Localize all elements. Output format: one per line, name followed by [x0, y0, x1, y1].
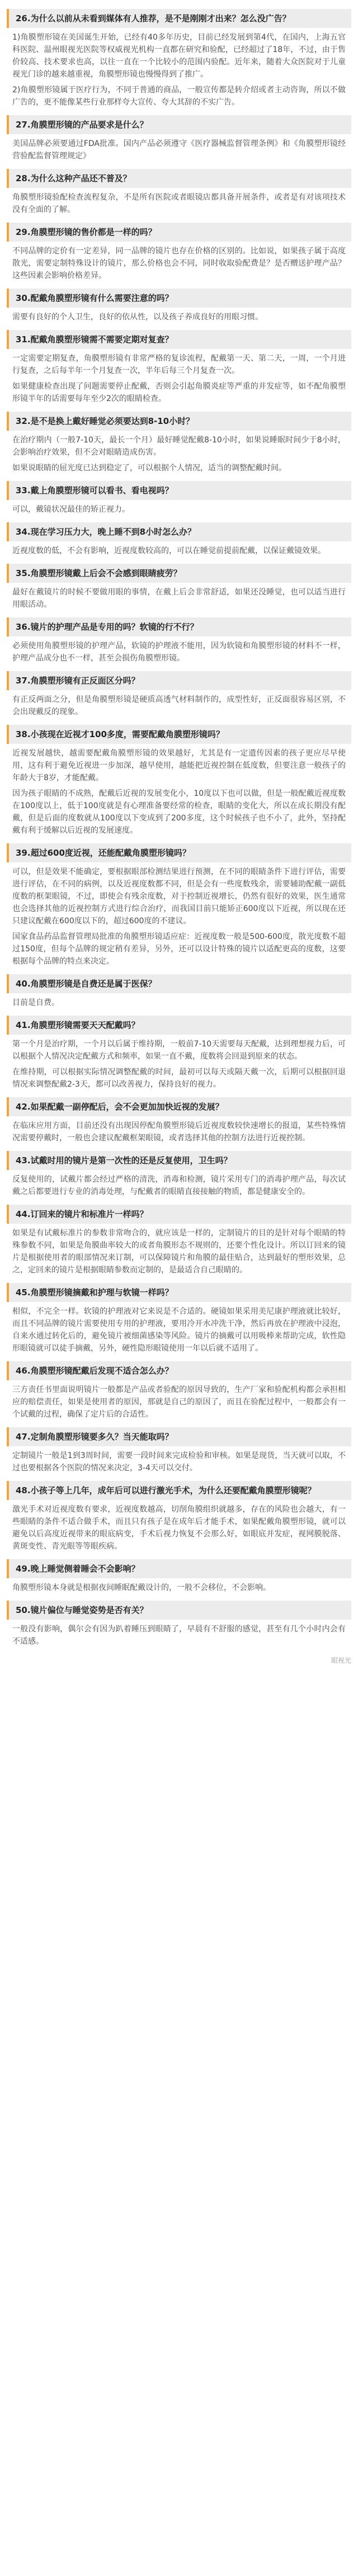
qa-section [0, 671, 358, 718]
answer-paragraph: 定制镜片一般是1到3周时间，需要一段时间来完成检验和审核。如果是现货，当天就可以取，不过也要根据各个医院的情况来决定，3-4天可以交付。 [12, 1451, 346, 1473]
answer-paragraph: 近视发展越快，越需要配戴角膜塑形镜的效果越好，尤其是有一定遗传因素的孩子更应尽早使用，这有利于避免近视进一步加深，越早使用，越能把近视控制在低度数，但要注意一般孩子的年龄大于8岁，才能配戴。 [12, 749, 346, 782]
qa-section [0, 412, 358, 474]
qa-section [0, 974, 358, 1009]
answer-paragraph: 国家食品药品监督管理局批准的角膜塑形镜适应症：近视度数一般是500-600度，散光度数不超过150度，但每个品牌的规定稍有差异，另外，还可以设计特殊的镜片以适配更高的度数，这要根据每个品牌的特点来决定。 [12, 932, 346, 966]
answer-body [7, 434, 351, 474]
answer-body [7, 31, 351, 108]
qa-section [0, 481, 358, 516]
answer-body [7, 1227, 351, 1276]
answer-body [7, 1120, 351, 1144]
answer-paragraph: 相似，不完全一样。软镜的护理液对它来说是不合适的。硬镜如果采用美尼康护理液就比较好，而且不同品牌的镜片需要使用专用的护理液，要用冷开水冲洗干净，然后再放在护理液中浸泡，自来水通过转化后的，避免镜片被细菌感染等风险。镜片的摘戴可以用吸棒来帮助完成，软性隐形眼镜就可以徒手摘戴，另外，硬性隐形眼镜使用一年以后就不适用了。 [12, 1307, 346, 1353]
question-heading: 45.角膜塑形镜摘戴和护理与软镜一样吗？ [7, 1283, 351, 1302]
answer-paragraph: 如果是有试戴标准片的参数非常吻合的，就应该是一样的，定制镜片的目的是针对每个眼睛的特殊参数不同，如果是角膜曲率较大的或者角膜形态不规则的，还要个性化设计。所以订回来的镜片是根据使用者的眼部情况来订制，可以保障镜片和角膜的最佳贴合，达到最好的塑形效果，总之，定回来的镜片是根据眼睛参数而定制的，是最适合自己眼睛的。 [12, 1229, 346, 1275]
qa-list [0, 9, 358, 1648]
question-heading: 26.为什么以前从未看到媒体有人推荐，是不是刚刚才出来？怎么没广告？ [7, 9, 351, 28]
question-heading: 36.镜片的护理产品是专用的吗？软镜的行不行？ [7, 617, 351, 636]
question-heading: 41.角膜塑形镜需要天天配戴吗？ [7, 1016, 351, 1035]
question-heading: 46.角膜塑形镜配戴后发现不适合怎么办？ [7, 1361, 351, 1380]
qa-section [0, 1427, 358, 1474]
qa-section [0, 564, 358, 611]
question-heading: 44.订回来的镜片和标准片一样吗？ [7, 1205, 351, 1224]
answer-paragraph: 角膜塑形镜验配检查流程复杂，不是所有医院或者眼镜店都具备开展条件，或者是有对该项技术没有全面的了解。 [12, 193, 346, 214]
answer-paragraph: 三方责任书里面说明镜片一般都是产品或者验配的原因导致的，生产厂家和验配机构都会承担相应的赔偿责任，如果是使用者的原因，那就是自己的原因了，而且在验配过程中，一般都会有一个试戴的过程，确保了定片后的合适性。 [12, 1385, 346, 1419]
qa-section [0, 725, 358, 837]
qa-section [0, 1481, 358, 1553]
answer-paragraph: 2)角膜塑形镜属于医疗行为，不同于普通的商品，一般宣传都是转介绍或者主动咨询，所以不做广告的，更不能像某些行业那样夸大宣传、夸大其辞的不实广告。 [12, 86, 346, 107]
answer-paragraph: 不同品牌的定价有一定差异，同一品牌的镜片也存在价格的区别的。比如说，如果孩子属于高度散光，需要定制特殊设计的镜片，那么价格也会不同，同时收取验配费是？是否赠送护理产品？这些因素会影响价格差异。 [12, 247, 346, 280]
qa-section [0, 289, 358, 323]
question-heading: 49.晚上睡觉侧着睡会不会影响？ [7, 1559, 351, 1578]
question-heading: 47.定制角膜塑形镜要多久？当天能取吗？ [7, 1427, 351, 1446]
answer-paragraph: 需要有良好的个人卫生，良好的依从性，以及孩子养成良好的用眼习惯。 [12, 313, 263, 322]
answer-body [7, 1623, 351, 1648]
qa-section [0, 1361, 358, 1421]
answer-body [7, 352, 351, 405]
answer-body [7, 997, 351, 1009]
question-heading: 31.配戴角膜塑形镜需不需要定期对复查？ [7, 330, 351, 349]
answer-body [7, 1582, 351, 1594]
answer-body [7, 503, 351, 516]
answer-paragraph: 因为孩子眼睛的不成熟，配戴后近视的发展变化小，10度以下也可以做，但是一般配戴近视度数在100度以上，低于100度就是有心理准备要经常的检查，眼睛的变化大，所以在成长期没有配戴，但是后面的度数就从100度以下变成到了200多度，这个时候孩子也不小了，此外，坚持配戴有利于缓解以后近视的发展速度。 [12, 789, 346, 835]
answer-body [7, 138, 351, 162]
qa-section [0, 1016, 358, 1091]
answer-paragraph: 激光手术对近视度数有要求，近视度数越高，切削角膜组织就越多，存在的风险也会越大，有一些眼睛的条件不适合做手术，而且只有孩子是在成年后才能手术，如果配戴角膜塑形镜，就可以避免以后高度近视带来的眼底病变，手术后视力恢复不会那么好，如眼底并发症，视网膜脱落、黄斑变性、青光眼等等眼疾病。 [12, 1505, 346, 1551]
answer-body [7, 1173, 351, 1198]
question-heading: 38.小孩现在近视才100多度，需要配戴角膜塑形镜吗？ [7, 725, 351, 744]
answer-body [7, 640, 351, 664]
answer-body [7, 586, 351, 611]
answer-body [7, 311, 351, 323]
question-heading: 43.试戴时用的镜片是第一次性的还是反复使用，卫生吗？ [7, 1151, 351, 1170]
question-heading: 37.角膜塑形镜有正反面区分吗？ [7, 671, 351, 690]
answer-paragraph: 如果说眼睛的屈光度已达到稳定了，可以根据个人情况，适当的调整配戴时间。 [12, 464, 286, 473]
answer-paragraph: 在维持期，可以根据实际情况调整配戴的时间，最初可以每天或隔天戴一次，后期可以根据回退情况来调整配戴2-3天，都可以改善视力，保持良好的视力。 [12, 1068, 346, 1089]
answer-body [7, 1384, 351, 1421]
question-heading: 27.角膜塑形镜的产品要求是什么？ [7, 115, 351, 134]
question-heading: 33.戴上角膜塑形镜可以看书、看电视吗？ [7, 481, 351, 500]
watermark [7, 1655, 351, 1665]
question-heading: 48.小孩子等上几年，成年后可以进行激光手术，为什么还要配戴角膜塑形镜呢？ [7, 1481, 351, 1500]
watermark-text: 眼视光 [331, 1657, 351, 1664]
qa-section [0, 9, 358, 108]
qa-section [0, 330, 358, 405]
answer-paragraph: 在临床应用方面，目前还没有出现因停配角膜塑形镜后近视度数较快速增长的报道，某些特殊情况需要停戴时，一般也会建议配戴框架眼镜，或者选择其他的控制方法进行近视控制。 [12, 1121, 346, 1143]
answer-body [7, 1038, 351, 1091]
qa-section [0, 1283, 358, 1355]
qa-section [0, 1151, 358, 1198]
question-heading: 28.为什么这种产品还不普及？ [7, 169, 351, 188]
answer-paragraph: 近视度数的低，不会有影响，近视度数较高的，可以在睡觉前提前配戴，以保证戴镜效果。 [12, 546, 326, 555]
qa-section [0, 617, 358, 664]
qa-section [0, 1601, 358, 1648]
answer-paragraph: 美国品牌必须要通过FDA批准。国内产品必须遵守《医疗器械监督管理条例》和《角膜塑形镜经营验配监督管理规定》 [12, 139, 346, 161]
question-heading: 29.角膜塑形镜的售价都是一样的吗？ [7, 223, 351, 242]
answer-paragraph: 必须使用角膜塑形镜的护理产品，软镜的护理液不能用，因为软镜和角膜塑形镜的材料不一样，护理产品成分也不一样，甚至会损伤角膜塑形镜。 [12, 641, 346, 663]
answer-paragraph: 可以，戴镜状况最佳的矫正视力。 [12, 505, 130, 514]
question-heading: 32.是不是换上戴好睡觉必须要达到8-10小时？ [7, 412, 351, 431]
qa-section [0, 843, 358, 968]
qa-section [0, 115, 358, 162]
answer-paragraph: 目前是自费。 [12, 998, 59, 1007]
question-heading: 42.如果配戴一副停配后，会不会更加加快近视的发展？ [7, 1097, 351, 1116]
answer-body [7, 866, 351, 968]
answer-paragraph: 可以，但是效果不能确定，要根据眼部检测结果进行预测，在不同的眼睛条件下进行评估，需要进行评估，在不同的病例，以及近视度数都不同，但是会有一些度数残余，需要辅助配戴一副低度数的框架眼镜，不过，即使会有残余度数，对于控制近视增长，仍然有很好的效果，医生通常也会选择其他的近视控制方式进行综合治疗，而我国目前只能矫正600度以下近视，所以现在还只建议配戴在600度以下的，超过600度的不建议。 [12, 867, 346, 926]
question-heading: 40.角膜塑形镜是自费还是属于医保？ [7, 974, 351, 993]
qa-section [0, 1097, 358, 1144]
qa-section [0, 223, 358, 282]
qa-section [0, 169, 358, 216]
qa-section [0, 1559, 358, 1594]
answer-body [7, 191, 351, 216]
answer-paragraph: 角膜塑形镜本身就是根据夜间睡眠配戴设计的，一般不会移位，不会影响。 [12, 1583, 271, 1592]
answer-body [7, 1503, 351, 1553]
qa-section [0, 522, 358, 557]
answer-body [7, 693, 351, 718]
answer-paragraph: 有正反两面之分，但是角膜塑形镜是硬质高透气材料制作的，成型性好，正反面很容易区别，不会出现戴反的现象。 [12, 695, 346, 716]
question-heading: 30.配戴角膜塑形镜有什么需要注意的吗？ [7, 289, 351, 308]
answer-paragraph: 在治疗期内（一般7-10天，最长一个月）最好睡觉配戴8-10小时，如果说睡眠时间少于8小时，会影响治疗效果，但不会对眼睛造成伤害。 [12, 436, 346, 457]
answer-body [7, 1305, 351, 1355]
answer-body [7, 747, 351, 837]
answer-body [7, 245, 351, 282]
answer-paragraph: 如果健康检查出现了问题需要停止配戴，否则会引起角膜炎症等严重的并发症等，如不配角膜塑形镜半年的话需要每年至少2次的眼睛检查。 [12, 382, 346, 403]
answer-paragraph: 最好在戴镜片的时候不要做用眼的事情，在戴上后会非常舒适，如果还没睡觉，也可以适当进行用眼活动。 [12, 588, 346, 609]
question-heading: 50.镜片偏位与睡觉姿势是否有关？ [7, 1601, 351, 1620]
answer-paragraph: 反复使用的，试戴片都会经过严格的清洗，消毒和检测，镜片采用专门的消毒护理产品，每次试戴之后都要进行专业的消毒处理，与配戴者的眼睛直接接触的物质，都是健康安全的。 [12, 1175, 346, 1196]
answer-paragraph: 1)角膜塑形镜在美国诞生开始，已经有40多年历史，目前已经发展到第4代，在国内，上海五官科医院、温州眼视光医院等权威视光机构一直都在研究和验配，已经超过了18年，不过，由于售价较高、技术要求也高，以往一直在一个比较小的范围内验配。近年来，随着大众医院对于儿童视光门诊的越来越重视，角膜塑形镜也慢慢得到了推广。 [12, 33, 346, 79]
answer-paragraph: 一般没有影响，偶尔会有因为趴着睡压到眼睛了，早晨有不舒服的感觉，甚至有几个小时内会有不适感。 [12, 1625, 346, 1646]
answer-body [7, 1450, 351, 1474]
question-heading: 35.角膜塑形镜戴上后会不会感到眼睛疲劳？ [7, 564, 351, 583]
question-heading: 34.现在学习压力大，晚上睡不到8小时怎么办？ [7, 522, 351, 541]
answer-paragraph: 一定需要定期复查，角膜塑形镜有非常严格的复诊流程，配戴第一天、第二天，一周，一个月进行复查，之后每半年一个月复查一次，半年后每三个月复查一次。 [12, 354, 346, 375]
qa-section [0, 1205, 358, 1276]
question-heading: 39.超过600度近视，还能配戴角膜塑形镜吗？ [7, 843, 351, 862]
answer-body [7, 545, 351, 557]
answer-paragraph: 第一个月是治疗期，一个月以后属于维持期，一般前7-10天需要每天配戴，达到理想视力后，可以根据个人情况决定配戴方式和频率，如果一直不戴，度数将会回退到原来的状态。 [12, 1040, 346, 1061]
